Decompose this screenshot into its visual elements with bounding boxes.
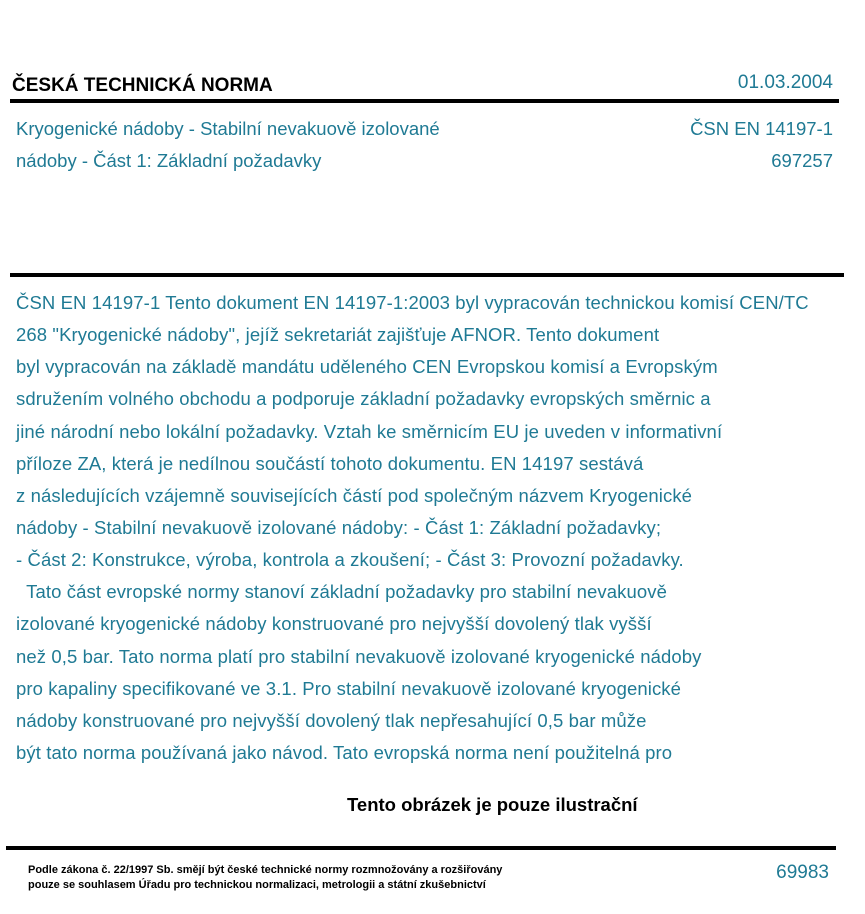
legal-notice-line-1: Podle zákona č. 22/1997 Sb. smějí být české technické normy rozmnožovány a rozšiřovány [28, 864, 503, 876]
body-line: nádoby konstruované pro nejvyšší dovolený tlak nepřesahující 0,5 bar může [16, 710, 647, 731]
title-line-1: Kryogenické nádoby - Stabilní nevakuově izolované [16, 118, 440, 139]
body-line: ČSN EN 14197-1 Tento dokument EN 14197-1:2003 byl vypracován technickou komisí CEN/TC [16, 292, 809, 313]
body-line: Tato část evropské normy stanoví základní požadavky pro stabilní nevakuově [16, 581, 667, 602]
body-line: nádoby - Stabilní nevakuově izolované nádoby: - Část 1: Základní požadavky; [16, 517, 662, 538]
legal-notice-line-2: pouze se souhlasem Úřadu pro technickou normalizaci, metrologii a státní zkušebnictví [28, 879, 486, 891]
issue-date: 01.03.2004 [737, 72, 833, 93]
body-line: jiné národní nebo lokální požadavky. Vztah ke směrnicím EU je uveden v informativní [16, 421, 723, 442]
section-rule [10, 273, 844, 277]
body-line: z následujících vzájemně souvisejících částí pod společným názvem Kryogenické [16, 485, 693, 506]
body-line: být tato norma používaná jako návod. Tato evropská norma není použitelná pro [16, 742, 673, 763]
body-line: byl vypracován na základě mandátu uděleného CEN Evropskou komisí a Evropským [16, 356, 718, 377]
title-line-2: nádoby - Část 1: Základní požadavky [16, 150, 322, 171]
class-number: 697257 [771, 150, 833, 171]
body-line: - Část 2: Konstrukce, výroba, kontrola a zkoušení; - Část 3: Provozní požadavky. [16, 549, 684, 570]
body-line: izolované kryogenické nádoby konstruované pro nejvyšší dovolený tlak vyšší [16, 613, 652, 634]
body-line: 268 "Kryogenické nádoby", jejíž sekretariát zajišťuje AFNOR. Tento dokument [16, 324, 660, 345]
footer-rule [6, 846, 836, 850]
standard-code: ČSN EN 14197-1 [690, 118, 833, 139]
header-rule [10, 99, 839, 103]
body-line: než 0,5 bar. Tato norma platí pro stabilní nevakuově izolované kryogenické nádoby [16, 646, 702, 667]
body-line: pro kapaliny specifikované ve 3.1. Pro stabilní nevakuově izolované kryogenické [16, 678, 682, 699]
norm-label: ČESKÁ TECHNICKÁ NORMA [12, 75, 273, 96]
body-line: příloze ZA, která je nedílnou součástí tohoto dokumentu. EN 14197 sestává [16, 453, 644, 474]
document-number: 69983 [776, 862, 829, 883]
illustration-note: Tento obrázek je pouze ilustrační [347, 794, 638, 815]
body-line: sdružením volného obchodu a podporuje základní požadavky evropských směrnic a [16, 388, 711, 409]
